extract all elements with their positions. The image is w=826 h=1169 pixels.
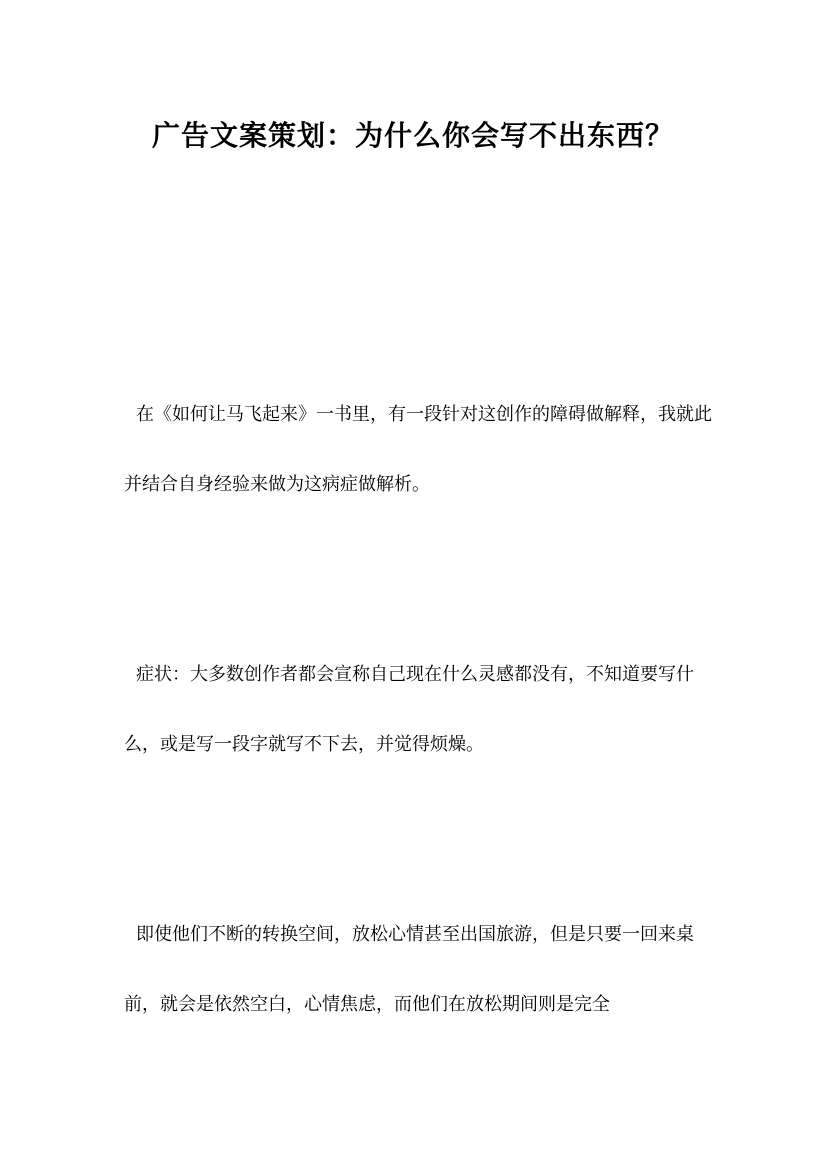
- paragraph-intro: 在《如何让马飞起来》一书里，有一段针对这创作的障碍做解释，我就此并结合自身经验来做为这病症做解析。: [124, 404, 712, 495]
- paragraph-symptoms: 症状：大多数创作者都会宣称自己现在什么灵感都没有，不知道要写什么，或是写一段字就写不下去，并觉得烦燥。: [124, 664, 694, 755]
- paragraph-continuation: 即使他们不断的转换空间，放松心情甚至出国旅游，但是只要一回来桌前，就会是依然空白，心情焦虑，而他们在放松期间则是完全: [124, 924, 694, 1015]
- document-title: 广告文案策划：为什么你会写不出东西？: [151, 119, 674, 152]
